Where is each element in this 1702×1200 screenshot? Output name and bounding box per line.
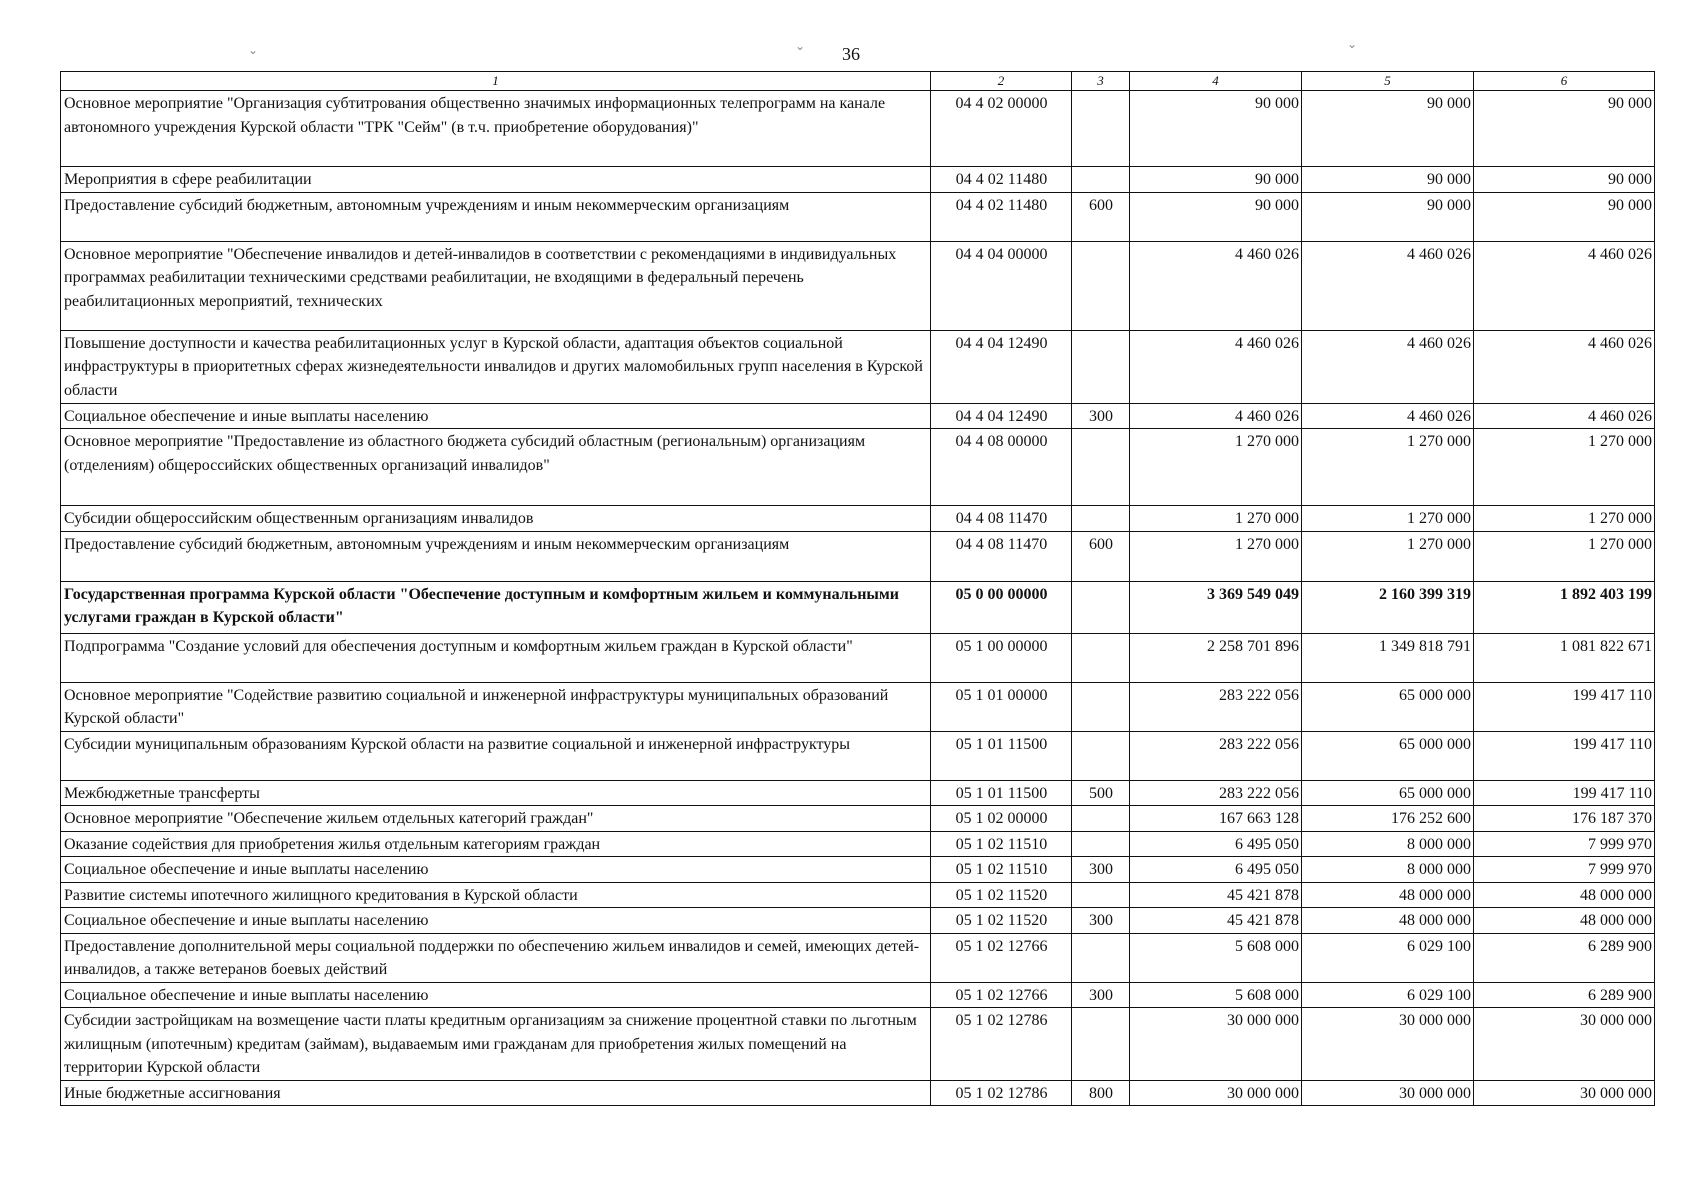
row-expense-type-cell	[1072, 429, 1130, 506]
row-code-cell: 05 1 01 11500	[931, 780, 1072, 806]
row-amount-cell: 6 029 100	[1302, 982, 1474, 1008]
row-amount-cell: 48 000 000	[1474, 882, 1655, 908]
table-row	[61, 982, 1655, 1008]
row-amount-cell: 4 460 026	[1474, 403, 1655, 429]
header-cell: 4	[1130, 72, 1302, 91]
row-name-cell: Предоставление субсидий бюджетным, автономным учреждениям и иным некоммерческим организациям	[61, 531, 931, 581]
row-code-cell: 04 4 04 00000	[931, 241, 1072, 330]
table-row	[61, 330, 1655, 403]
header-cell: 3	[1072, 72, 1130, 91]
row-name-cell: Основное мероприятие "Обеспечение инвалидов и детей-инвалидов в соответствии с рекомендациями в индивидуальных программах реабилитации техническими средствами реабилитации, не входящими в федеральный перечень реабилитационных мероприятий, технических	[61, 241, 931, 330]
row-amount-cell: 176 252 600	[1302, 806, 1474, 832]
table-row	[61, 167, 1655, 193]
row-code-cell: 04 4 08 11470	[931, 506, 1072, 532]
row-expense-type-cell: 300	[1072, 982, 1130, 1008]
row-amount-cell: 30 000 000	[1474, 1080, 1655, 1106]
row-code-cell: 05 1 02 11510	[931, 831, 1072, 857]
row-expense-type-cell	[1072, 91, 1130, 167]
row-amount-cell: 90 000	[1130, 167, 1302, 193]
row-name-cell: Основное мероприятие "Обеспечение жильем отдельных категорий граждан"	[61, 806, 931, 832]
row-amount-cell: 4 460 026	[1474, 330, 1655, 403]
row-amount-cell: 30 000 000	[1302, 1008, 1474, 1081]
row-code-cell: 05 1 02 00000	[931, 806, 1072, 832]
row-expense-type-cell	[1072, 330, 1130, 403]
row-code-cell: 05 1 02 11520	[931, 882, 1072, 908]
row-amount-cell: 8 000 000	[1302, 857, 1474, 883]
row-amount-cell: 1 270 000	[1302, 429, 1474, 506]
header-cell: 6	[1474, 72, 1655, 91]
table-row	[61, 581, 1655, 633]
row-code-cell: 04 4 08 11470	[931, 531, 1072, 581]
table-row	[61, 806, 1655, 832]
row-amount-cell: 90 000	[1302, 91, 1474, 167]
row-expense-type-cell	[1072, 167, 1130, 193]
row-expense-type-cell	[1072, 933, 1130, 982]
table-header-row	[61, 72, 1655, 91]
table-row	[61, 1080, 1655, 1106]
table-row	[61, 857, 1655, 883]
table-row	[61, 531, 1655, 581]
row-amount-cell: 7 999 970	[1474, 831, 1655, 857]
row-amount-cell: 90 000	[1130, 192, 1302, 241]
row-code-cell: 04 4 04 12490	[931, 330, 1072, 403]
header-cell: 2	[931, 72, 1072, 91]
row-name-cell: Субсидии застройщикам на возмещение части платы кредитным организациям за снижение процентной ставки по льготным жилищным (ипотечным) кредитам (займам), выдаваемым ими гражданам для приобретения жилых помещений на территории Курской области	[61, 1008, 931, 1081]
row-name-cell: Повышение доступности и качества реабилитационных услуг в Курской области, адаптация объектов социальной инфраструктуры в приоритетных сферах жизнедеятельности инвалидов и других маломобильных групп населения в Курской области	[61, 330, 931, 403]
table-row	[61, 780, 1655, 806]
row-code-cell: 04 4 02 11480	[931, 167, 1072, 193]
row-amount-cell: 6 289 900	[1474, 933, 1655, 982]
table-row	[61, 429, 1655, 506]
row-expense-type-cell: 800	[1072, 1080, 1130, 1106]
row-expense-type-cell: 600	[1072, 531, 1130, 581]
row-amount-cell: 1 270 000	[1130, 506, 1302, 532]
row-expense-type-cell	[1072, 731, 1130, 780]
row-amount-cell: 48 000 000	[1302, 882, 1474, 908]
row-amount-cell: 6 029 100	[1302, 933, 1474, 982]
row-amount-cell: 4 460 026	[1474, 241, 1655, 330]
row-expense-type-cell	[1072, 882, 1130, 908]
row-amount-cell: 30 000 000	[1474, 1008, 1655, 1081]
row-amount-cell: 4 460 026	[1302, 241, 1474, 330]
table-row	[61, 1008, 1655, 1081]
row-amount-cell: 167 663 128	[1130, 806, 1302, 832]
row-name-cell: Государственная программа Курской области "Обеспечение доступным и комфортным жильем и коммунальными услугами граждан в Курской области"	[61, 581, 931, 633]
row-amount-cell: 8 000 000	[1302, 831, 1474, 857]
row-amount-cell: 1 349 818 791	[1302, 633, 1474, 682]
table-row	[61, 831, 1655, 857]
header-cell: 1	[61, 72, 931, 91]
row-name-cell: Подпрограмма "Создание условий для обеспечения доступным и комфортным жильем граждан в Курской области"	[61, 633, 931, 682]
row-expense-type-cell: 300	[1072, 908, 1130, 934]
row-amount-cell: 2 160 399 319	[1302, 581, 1474, 633]
row-code-cell: 04 4 02 00000	[931, 91, 1072, 167]
row-amount-cell: 5 608 000	[1130, 933, 1302, 982]
row-name-cell: Мероприятия в сфере реабилитации	[61, 167, 931, 193]
page-number: 36	[842, 44, 860, 64]
row-name-cell: Социальное обеспечение и иные выплаты населению	[61, 982, 931, 1008]
row-code-cell: 04 4 02 11480	[931, 192, 1072, 241]
scan-speck: ⌄	[1347, 37, 1358, 51]
row-amount-cell: 90 000	[1302, 192, 1474, 241]
row-expense-type-cell	[1072, 241, 1130, 330]
row-amount-cell: 283 222 056	[1130, 780, 1302, 806]
row-code-cell: 05 1 01 00000	[931, 682, 1072, 731]
row-amount-cell: 65 000 000	[1302, 731, 1474, 780]
row-amount-cell: 90 000	[1302, 167, 1474, 193]
row-expense-type-cell	[1072, 806, 1130, 832]
row-amount-cell: 1 270 000	[1302, 531, 1474, 581]
row-amount-cell: 48 000 000	[1474, 908, 1655, 934]
scan-speck: ⌄	[795, 39, 806, 53]
table-row	[61, 91, 1655, 167]
row-amount-cell: 1 270 000	[1474, 506, 1655, 532]
row-amount-cell: 1 270 000	[1474, 531, 1655, 581]
row-amount-cell: 4 460 026	[1302, 403, 1474, 429]
row-code-cell: 04 4 08 00000	[931, 429, 1072, 506]
row-amount-cell: 1 892 403 199	[1474, 581, 1655, 633]
row-amount-cell: 283 222 056	[1130, 682, 1302, 731]
row-amount-cell: 6 495 050	[1130, 857, 1302, 883]
row-amount-cell: 45 421 878	[1130, 882, 1302, 908]
row-amount-cell: 199 417 110	[1474, 780, 1655, 806]
table-row	[61, 933, 1655, 982]
row-amount-cell: 7 999 970	[1474, 857, 1655, 883]
row-expense-type-cell	[1072, 581, 1130, 633]
row-amount-cell: 45 421 878	[1130, 908, 1302, 934]
row-code-cell: 05 0 00 00000	[931, 581, 1072, 633]
row-code-cell: 05 1 02 12786	[931, 1080, 1072, 1106]
table-row	[61, 682, 1655, 731]
row-amount-cell: 4 460 026	[1302, 330, 1474, 403]
row-amount-cell: 6 289 900	[1474, 982, 1655, 1008]
row-name-cell: Субсидии муниципальным образованиям Курской области на развитие социальной и инженерной инфраструктуры	[61, 731, 931, 780]
row-amount-cell: 30 000 000	[1130, 1008, 1302, 1081]
row-code-cell: 05 1 02 11510	[931, 857, 1072, 883]
row-expense-type-cell	[1072, 633, 1130, 682]
row-name-cell: Межбюджетные трансферты	[61, 780, 931, 806]
row-name-cell: Социальное обеспечение и иные выплаты населению	[61, 403, 931, 429]
row-amount-cell: 90 000	[1130, 91, 1302, 167]
table-row	[61, 908, 1655, 934]
row-expense-type-cell	[1072, 506, 1130, 532]
row-code-cell: 05 1 01 11500	[931, 731, 1072, 780]
row-amount-cell: 90 000	[1474, 192, 1655, 241]
table-row	[61, 241, 1655, 330]
row-amount-cell: 199 417 110	[1474, 682, 1655, 731]
row-amount-cell: 6 495 050	[1130, 831, 1302, 857]
row-expense-type-cell	[1072, 831, 1130, 857]
row-name-cell: Социальное обеспечение и иные выплаты населению	[61, 857, 931, 883]
row-expense-type-cell	[1072, 682, 1130, 731]
table-row	[61, 633, 1655, 682]
row-name-cell: Социальное обеспечение и иные выплаты населению	[61, 908, 931, 934]
row-amount-cell: 1 081 822 671	[1474, 633, 1655, 682]
row-amount-cell: 3 369 549 049	[1130, 581, 1302, 633]
row-amount-cell: 90 000	[1474, 167, 1655, 193]
table-row	[61, 731, 1655, 780]
row-name-cell: Иные бюджетные ассигнования	[61, 1080, 931, 1106]
row-amount-cell: 65 000 000	[1302, 780, 1474, 806]
row-amount-cell: 2 258 701 896	[1130, 633, 1302, 682]
row-amount-cell: 1 270 000	[1130, 531, 1302, 581]
row-expense-type-cell: 600	[1072, 192, 1130, 241]
row-amount-cell: 199 417 110	[1474, 731, 1655, 780]
row-amount-cell: 1 270 000	[1474, 429, 1655, 506]
row-amount-cell: 30 000 000	[1130, 1080, 1302, 1106]
scan-speck: ⌄	[248, 43, 259, 57]
row-code-cell: 05 1 02 12786	[931, 1008, 1072, 1081]
table-row	[61, 882, 1655, 908]
row-amount-cell: 48 000 000	[1302, 908, 1474, 934]
row-code-cell: 04 4 04 12490	[931, 403, 1072, 429]
row-amount-cell: 283 222 056	[1130, 731, 1302, 780]
budget-table	[60, 71, 1655, 1106]
row-expense-type-cell: 300	[1072, 403, 1130, 429]
row-code-cell: 05 1 02 11520	[931, 908, 1072, 934]
table-row	[61, 403, 1655, 429]
table-row	[61, 192, 1655, 241]
row-code-cell: 05 1 02 12766	[931, 933, 1072, 982]
row-name-cell: Оказание содействия для приобретения жилья отдельным категориям граждан	[61, 831, 931, 857]
row-name-cell: Предоставление субсидий бюджетным, автономным учреждениям и иным некоммерческим организациям	[61, 192, 931, 241]
row-name-cell: Предоставление дополнительной меры социальной поддержки по обеспечению жильем инвалидов и семей, имеющих детей-инвалидов, а также ветеранов боевых действий	[61, 933, 931, 982]
row-name-cell: Основное мероприятие "Организация субтитрования общественно значимых информационных телепрограмм на канале автономного учреждения Курской области "ТРК "Сейм" (в т.ч. приобретение оборудования)"	[61, 91, 931, 167]
row-expense-type-cell: 300	[1072, 857, 1130, 883]
row-code-cell: 05 1 02 12766	[931, 982, 1072, 1008]
table-row	[61, 506, 1655, 532]
row-expense-type-cell: 500	[1072, 780, 1130, 806]
row-name-cell: Основное мероприятие "Предоставление из областного бюджета субсидий областным (региональным) организациям (отделениям) общероссийских общественных организаций инвалидов"	[61, 429, 931, 506]
row-amount-cell: 4 460 026	[1130, 403, 1302, 429]
row-amount-cell: 5 608 000	[1130, 982, 1302, 1008]
row-amount-cell: 90 000	[1474, 91, 1655, 167]
row-amount-cell: 65 000 000	[1302, 682, 1474, 731]
row-name-cell: Основное мероприятие "Содействие развитию социальной и инженерной инфраструктуры муниципальных образований Курской области"	[61, 682, 931, 731]
row-amount-cell: 4 460 026	[1130, 241, 1302, 330]
row-amount-cell: 1 270 000	[1302, 506, 1474, 532]
row-amount-cell: 30 000 000	[1302, 1080, 1474, 1106]
header-cell: 5	[1302, 72, 1474, 91]
row-amount-cell: 176 187 370	[1474, 806, 1655, 832]
row-expense-type-cell	[1072, 1008, 1130, 1081]
row-name-cell: Развитие системы ипотечного жилищного кредитования в Курской области	[61, 882, 931, 908]
row-amount-cell: 4 460 026	[1130, 330, 1302, 403]
row-name-cell: Субсидии общероссийским общественным организациям инвалидов	[61, 506, 931, 532]
row-code-cell: 05 1 00 00000	[931, 633, 1072, 682]
row-amount-cell: 1 270 000	[1130, 429, 1302, 506]
